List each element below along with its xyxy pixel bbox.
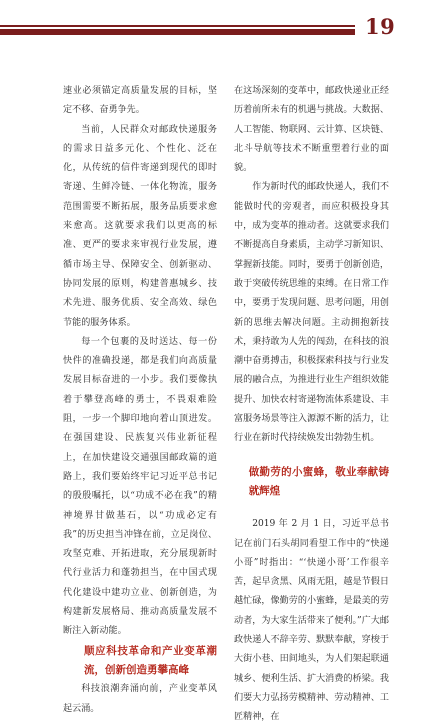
paragraph: 2019 年 2 月 1 日，习近平总书记在前门石头胡同看望工作中的“快递小哥”时指出：“‘快递小哥’工作很辛苦，起早贪黑、风雨无阻，越是节假日越忙碌，像勤劳的小蜜蜂，是最美的劳动者，为大家生活带来了便利。”广大邮政快递人不辞辛劳、默默奉献，穿梭于大街小巷、田间地头，为人们架起联通城乡、便利生活、扩大消费的桥梁。我们要大力弘扬劳模精神、劳动精神、工匠精神，在 [234, 519, 389, 723]
paragraph: 速业必须锚定高质量发展的目标，坚定不移、奋勇争先。 [63, 86, 217, 116]
section-heading: 做勤劳的小蜜蜂，敬业奉献铸就辉煌 [248, 465, 389, 497]
section-heading: 顺应科技革命和产业变革潮流，创新创造勇攀高峰 [84, 644, 217, 676]
left-column [63, 82, 217, 719]
paragraph: 每一个包裹的及时送达、每一份快件的准确投递，都是我们向高质量发展目标奋进的一小步。我们要像执着于攀登高峰的勇士，不畏艰难险阻，一步一个脚印地向着山顶进发。在强国建设、民族复兴伟业新征程上，在加快建设交通强国邮政篇的道路上，我们要始终牢记习近平总书记的殷殷嘱托，以“功成不必在我”的精神境界甘做基石，以“功成必定有我”的历史担当冲锋在前，立足岗位、攻坚克难、开拓进取，充分展现新时代行业活力和蓬勃担当，在中国式现代化建设中建功立业、创新创造，为构建新发展格局、推动高质量发展不断注入新动能。 [63, 336, 217, 637]
paragraph: 作为新时代的邮政快递人，我们不能做时代的旁观者，而应积极投身其中，成为变革的推动者。这就要求我们不断提高自身素质，主动学习新知识、掌握新技能。同时，要勇于创新创造，敢于突破传统思维的束缚。在日常工作中，要勇于发现问题、思考问题，用创新的思维去解决问题。主动拥抱新技术，秉持敢为人先的闯劲，在科技的浪潮中奋勇搏击，积极探索科技与行业发展的融合点，为推进行业生产组织效能提升、加快农村寄递物流体系建设、丰富服务场景等注入源源不断的活力，让行业在新时代持续焕发出勃勃生机。 [234, 182, 389, 444]
right-column [234, 82, 389, 728]
paragraph: 在这场深刻的变革中，邮政快递业正经历着前所未有的机遇与挑战。大数据、人工智能、物联网、云计算、区块链、北斗导航等技术不断重塑着行业的面貌。 [234, 86, 389, 174]
header-rule [0, 29, 355, 35]
page-number: 19 [365, 14, 396, 39]
paragraph: 当前，人民群众对邮政快递服务的需求日益多元化、个性化、泛在化，从传统的信件寄递到现代的即时寄递、生鲜冷链、一体化物流，服务范围需要不断拓展，服务品质要求愈来愈高。这就要求我们以更高的标准、更严的要求来审视行业发展，遵循市场主导、保障安全、创新驱动、协同发展的原则，构建普惠城乡、技术先进、服务优质、安全高效、绿色节能的服务体系。 [63, 124, 217, 328]
paragraph: 科技浪潮奔涌向前，产业变革风起云涌。 [63, 684, 217, 714]
